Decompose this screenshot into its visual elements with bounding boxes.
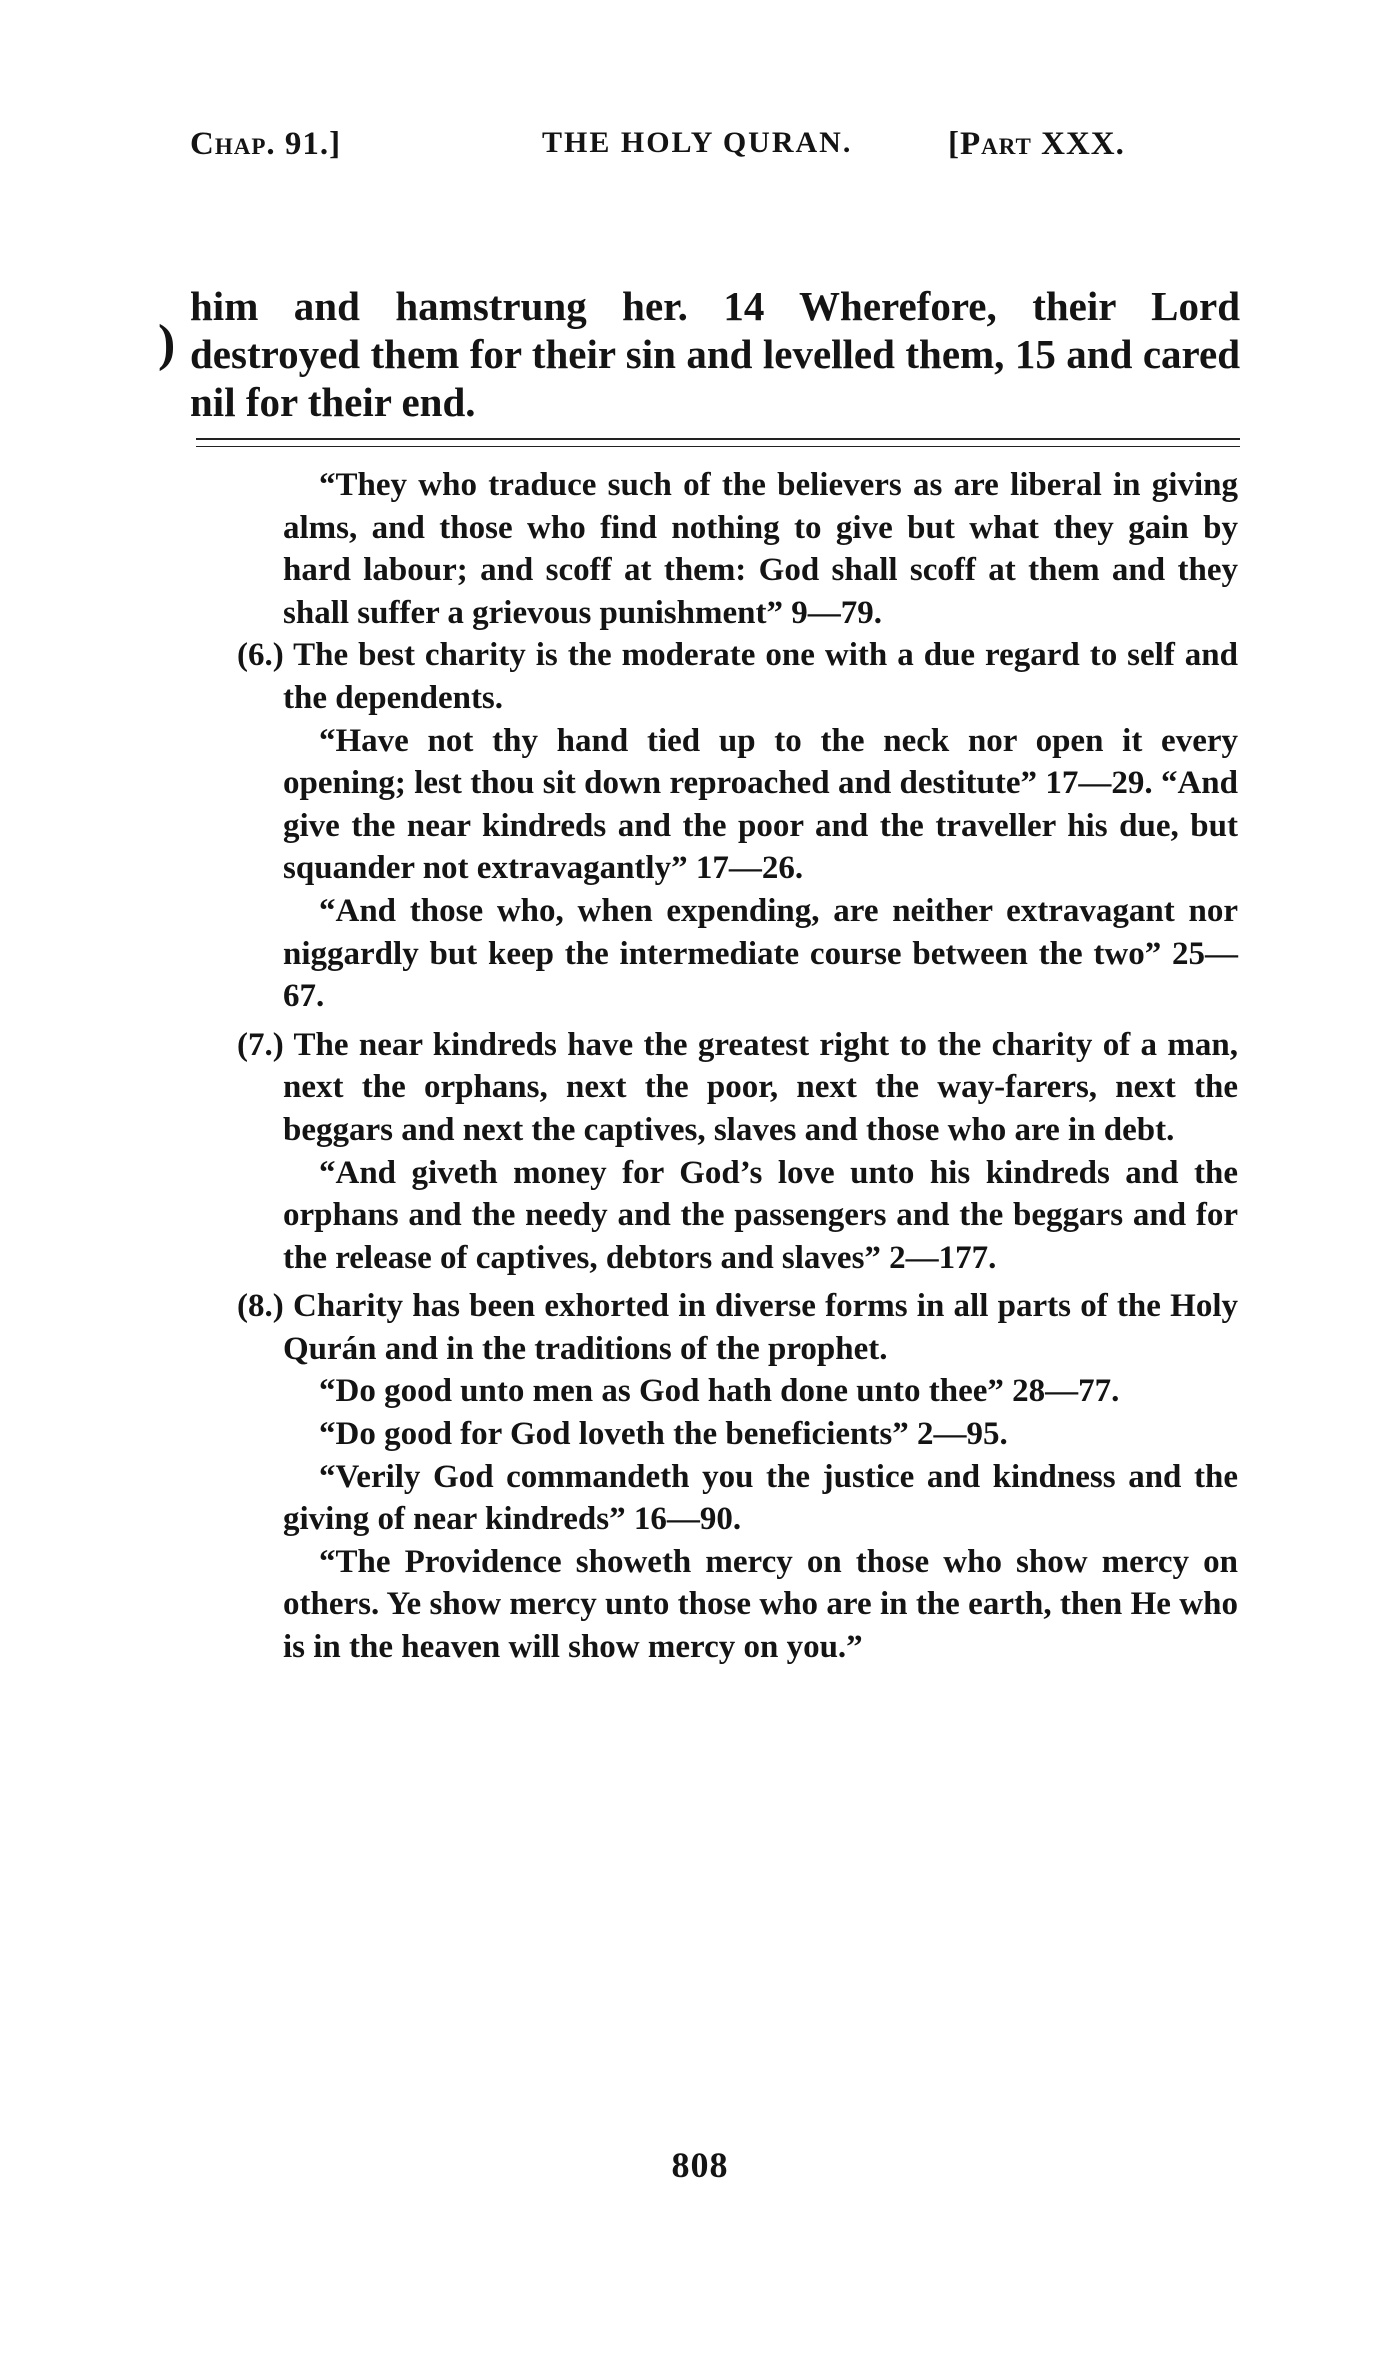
commentary-paragraph: “Verily God commandeth you the justice and kindness and the giving of near kindreds” 16—90. (283, 1458, 1238, 1538)
section-divider-thin (196, 446, 1240, 447)
commentary-paragraph: “Do good unto men as God hath done unto thee” 28—77. (319, 1373, 1120, 1410)
page-number: 808 (671, 2145, 729, 2185)
book-title: THE HOLY QURAN. (542, 126, 853, 159)
verse-text: him and hamstrung her. 14 Wherefore, their Lord destroyed them for their sin and levelled them, 15 and cared nil for their end. (190, 283, 1240, 425)
point-number: (7.) (237, 1026, 284, 1063)
numbered-point (237, 634, 1239, 719)
numbered-point (237, 1024, 1238, 1152)
commentary-paragraph: “Do good for God loveth the beneficients” 2—95. (319, 1416, 1008, 1453)
numbered-point (237, 1285, 1239, 1370)
commentary-paragraph: “And those who, when expending, are neither extravagant nor niggardly but keep the intermediate course between the two” 25—67. (283, 892, 1238, 1015)
section-divider (196, 438, 1240, 440)
running-head (190, 126, 1240, 172)
point-number: (8.) (237, 1288, 284, 1325)
commentary-paragraph: “And giveth money for God’s love unto his kindreds and the orphans and the needy and the passengers and the beggars and for the release of captives, debtors and slaves” 2—177. (283, 1154, 1238, 1276)
commentary-paragraph: “They who traduce such of the believers as are liberal in giving alms, and those who find nothing to give but what they gain by hard labour; and scoff at them: God shall scoff at them and they shall suffer a grievous punishment” 9—79. (283, 467, 1238, 631)
point-text: Charity has been exhorted in diverse forms in all parts of the Holy Qurán and in the traditions of the prophet. (283, 1288, 1239, 1367)
chapter-label: Chap. 91.] (190, 126, 342, 162)
part-label: [Part XXX. (948, 126, 1125, 162)
commentary-block (237, 464, 1239, 1669)
margin-mark: ) (158, 315, 176, 372)
commentary-paragraph: “The Providence showeth mercy on those who show mercy on others. Ye show mercy unto those who are in the earth, then He who is in the heaven will show mercy on you.” (283, 1543, 1238, 1666)
point-number: (6.) (237, 637, 284, 674)
point-text: The best charity is the moderate one with a due regard to self and the dependents. (283, 637, 1239, 716)
verse-text-block (190, 282, 1240, 426)
point-text: The near kindreds have the greatest right to the charity of a man, next the orphans, next the poor, next the way-farers, next the beggars and next the captives, slaves and those who are in debt. (283, 1026, 1238, 1148)
commentary-paragraph: “Have not thy hand tied up to the neck nor open it every opening; lest thou sit down reproached and destitute” 17—29. “And give the near kindreds and the poor and the traveller his due, but squander not extravagantly” 17—26. (283, 722, 1238, 887)
